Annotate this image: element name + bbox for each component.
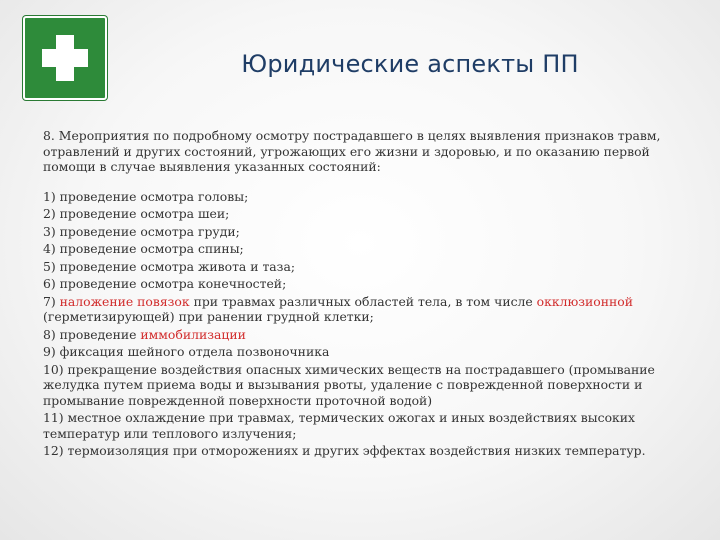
list-item: 4) проведение осмотра спины; xyxy=(43,241,244,256)
intro-paragraph: 8. Мероприятия по подробному осмотру пострадавшего в целях выявления признаков травм, отравлений и других состояний, угрожающих его жизни и здоровью, и по оказанию первой помощи в случае выявления указанных состояний: xyxy=(43,128,661,174)
list-item: 12) термоизоляция при отморожениях и других эффектах воздействия низких температур. xyxy=(43,443,646,458)
measures-list xyxy=(43,189,663,459)
list-item: 9) фиксация шейного отдела позвоночника xyxy=(43,344,330,359)
list-item: 3) проведение осмотра груди; xyxy=(43,223,240,239)
list-item: 5) проведение осмотра живота и таза; xyxy=(43,258,296,274)
slide-content xyxy=(43,128,663,461)
list-item xyxy=(43,327,663,343)
item-text: 7) xyxy=(43,293,60,309)
list-item xyxy=(43,294,663,325)
first-aid-cross-icon xyxy=(25,18,105,98)
list-item: 6) проведение осмотра конечностей; xyxy=(43,276,287,291)
highlight-text: окклюзионной xyxy=(536,293,633,309)
highlight-text: наложение повязок xyxy=(59,293,190,309)
list-item: 10) прекращение воздействия опасных химических веществ на пострадавшего (промывание желудка путем приема воды и вызывания рвоты, удаление с поврежденной поверхности и промывание поврежденной поверхности проточной водой) xyxy=(43,361,655,408)
list-item: 2) проведение осмотра шеи; xyxy=(43,206,230,221)
first-aid-logo xyxy=(23,16,107,100)
slide-title: Юридические аспекты ПП xyxy=(241,50,579,78)
highlight-text: иммобилизации xyxy=(140,326,246,342)
item-text: при травмах различных областей тела, в том числе xyxy=(189,293,537,309)
list-item: 11) местное охлаждение при травмах, термических ожогах и иных воздействиях высоких температур или теплового излучения; xyxy=(43,410,636,441)
list-item: 1) проведение осмотра головы; xyxy=(43,188,249,204)
item-text: 8) проведение xyxy=(43,326,141,342)
item-text: (герметизирующей) при ранении грудной клетки; xyxy=(43,309,374,324)
